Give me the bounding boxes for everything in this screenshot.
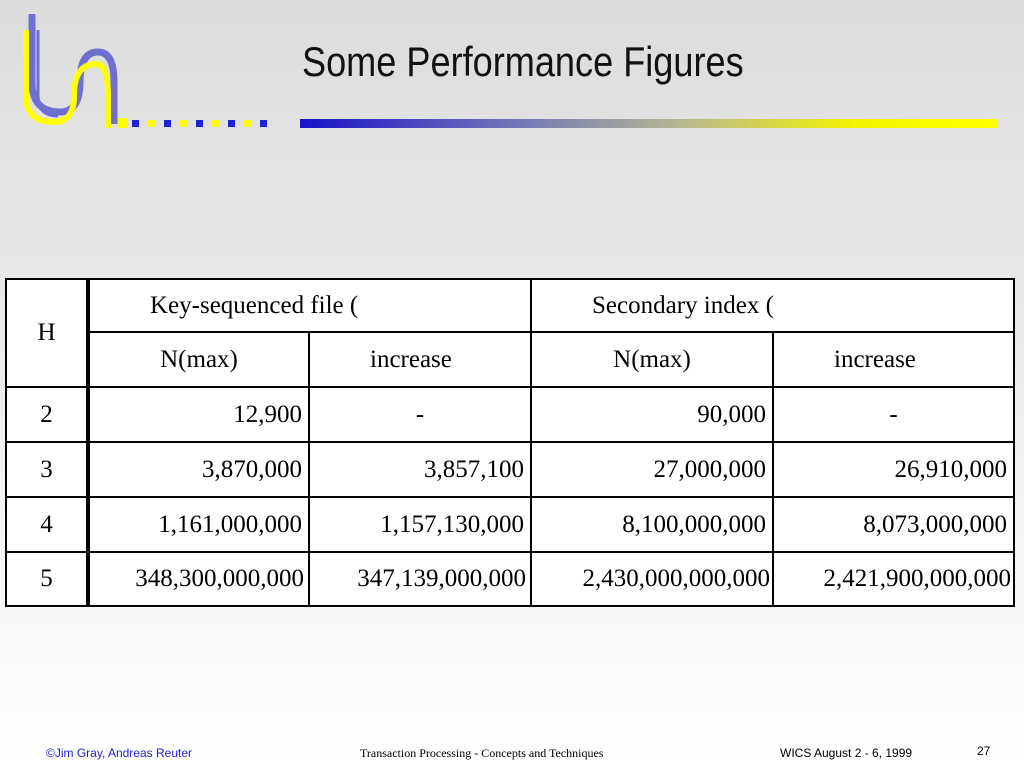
table-cell: - (309, 387, 531, 442)
table-cell: 8,100,000,000 (531, 497, 773, 552)
table-cell: 3,870,000 (88, 442, 309, 497)
row-h-value: 3 (6, 442, 88, 497)
table-row (6, 387, 1014, 442)
subheader-increase: increase (773, 332, 1014, 387)
slide-logo-icon (18, 12, 278, 134)
table-cell: 8,073,000,000 (773, 497, 1014, 552)
slide-title: Some Performance Figures (302, 38, 744, 85)
table-subheader-row (6, 332, 1014, 387)
row-h-value: 4 (6, 497, 88, 552)
table-cell: 1,161,000,000 (88, 497, 309, 552)
slide-number: 27 (977, 744, 991, 758)
footer-event: WICS August 2 - 6, 1999 (780, 746, 913, 760)
table-cell: 26,910,000 (773, 442, 1014, 497)
table-cell: 2,421,900,000,000 (773, 552, 1014, 606)
subheader-nmax: N(max) (531, 332, 773, 387)
table-row (6, 552, 1014, 606)
table-cell: 3,857,100 (309, 442, 531, 497)
table-cell: 27,000,000 (531, 442, 773, 497)
row-h-value: 2 (6, 387, 88, 442)
group-header-secondary-index: Secondary index ( (531, 279, 1014, 332)
table-cell: 2,430,000,000,000 (531, 552, 773, 606)
table-cell: 348,300,000,000 (88, 552, 309, 606)
table-group-header-row (6, 279, 1014, 332)
title-gradient-bar (300, 119, 997, 128)
performance-table (5, 278, 1015, 607)
row-h-value: 5 (6, 552, 88, 606)
table-cell: 90,000 (531, 387, 773, 442)
group-header-key-sequenced: Key-sequenced file ( (88, 279, 531, 332)
table-row (6, 442, 1014, 497)
table-cell: - (773, 387, 1014, 442)
row-header-label: H (6, 279, 88, 387)
table-row (6, 497, 1014, 552)
table-cell: 12,900 (88, 387, 309, 442)
table-cell: 347,139,000,000 (309, 552, 531, 606)
footer-authors: ©Jim Gray, Andreas Reuter (46, 746, 193, 760)
subheader-nmax: N(max) (88, 332, 309, 387)
subheader-increase: increase (309, 332, 531, 387)
table-cell: 1,157,130,000 (309, 497, 531, 552)
footer-course-title: Transaction Processing - Concepts and Techniques (360, 746, 604, 760)
